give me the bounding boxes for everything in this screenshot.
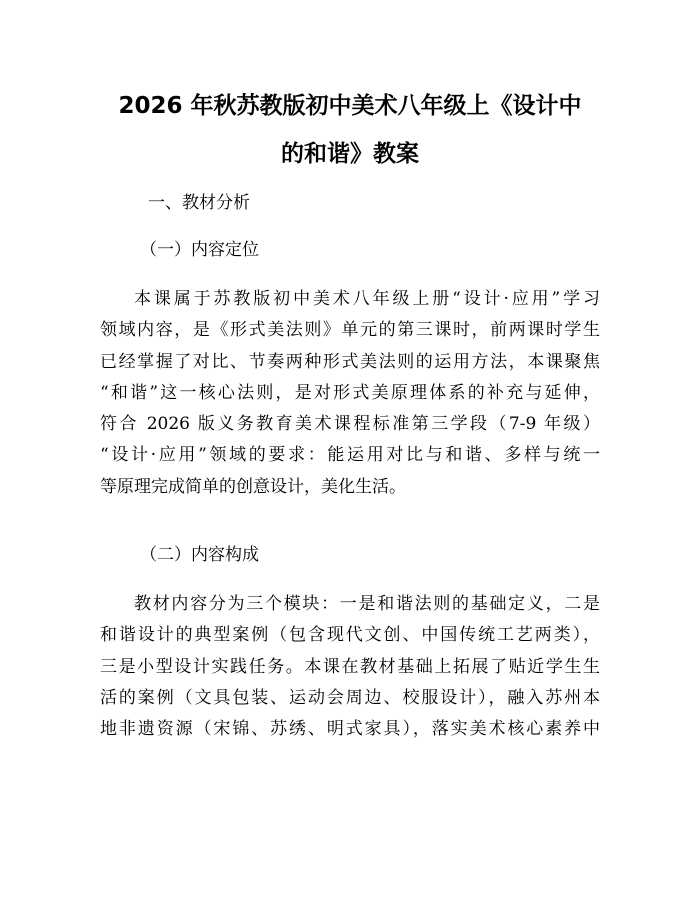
paragraph-line: “设计·应用”领域的要求：能运用对比与和谐、多样与统一 [100, 445, 600, 466]
paragraph-line: 地非遗资源（宋锦、苏绣、明式家具），落实美术核心素养中 [100, 719, 600, 740]
paragraph-content-positioning [100, 284, 600, 503]
paragraph-line: 等原理完成简单的创意设计，美化生活。 [100, 476, 406, 497]
paragraph-line: “和谐”这一核心法则，是对形式美原理体系的补充与延伸， [100, 382, 600, 403]
paragraph-line: 领域内容，是《形式美法则》单元的第三课时，前两课时学生 [100, 320, 600, 341]
paragraph-line: 教材内容分为三个模块：一是和谐法则的基础定义，二是 [134, 594, 600, 614]
title-line-1: 2026 年秋苏教版初中美术八年级上《设计中 [118, 93, 582, 119]
subsection-heading-content-positioning: （一）内容定位 [140, 240, 259, 260]
paragraph-line: 三是小型设计实践任务。本课在教材基础上拓展了贴近学生生 [100, 656, 600, 677]
paragraph-line: 本课属于苏教版初中美术八年级上册“设计·应用”学习 [134, 289, 600, 309]
title-line-2: 的和谐》教案 [281, 141, 419, 167]
subsection-heading-content-composition: （二）内容构成 [140, 545, 259, 565]
paragraph-line: 符合 2026 版义务教育美术课程标准第三学段（7-9 年级） [100, 414, 600, 435]
paragraph-line: 活的案例（文具包装、运动会周边、校服设计），融入苏州本 [100, 687, 600, 708]
paragraph-line: 和谐设计的典型案例（包含现代文创、中国传统工艺两类）， [100, 625, 600, 646]
paragraph-line: 已经掌握了对比、节奏两种形式美法则的运用方法，本课聚焦 [100, 351, 600, 372]
document-title [100, 82, 600, 178]
paragraph-content-composition [100, 589, 600, 745]
section-heading-textbook-analysis: 一、教材分析 [148, 193, 250, 213]
